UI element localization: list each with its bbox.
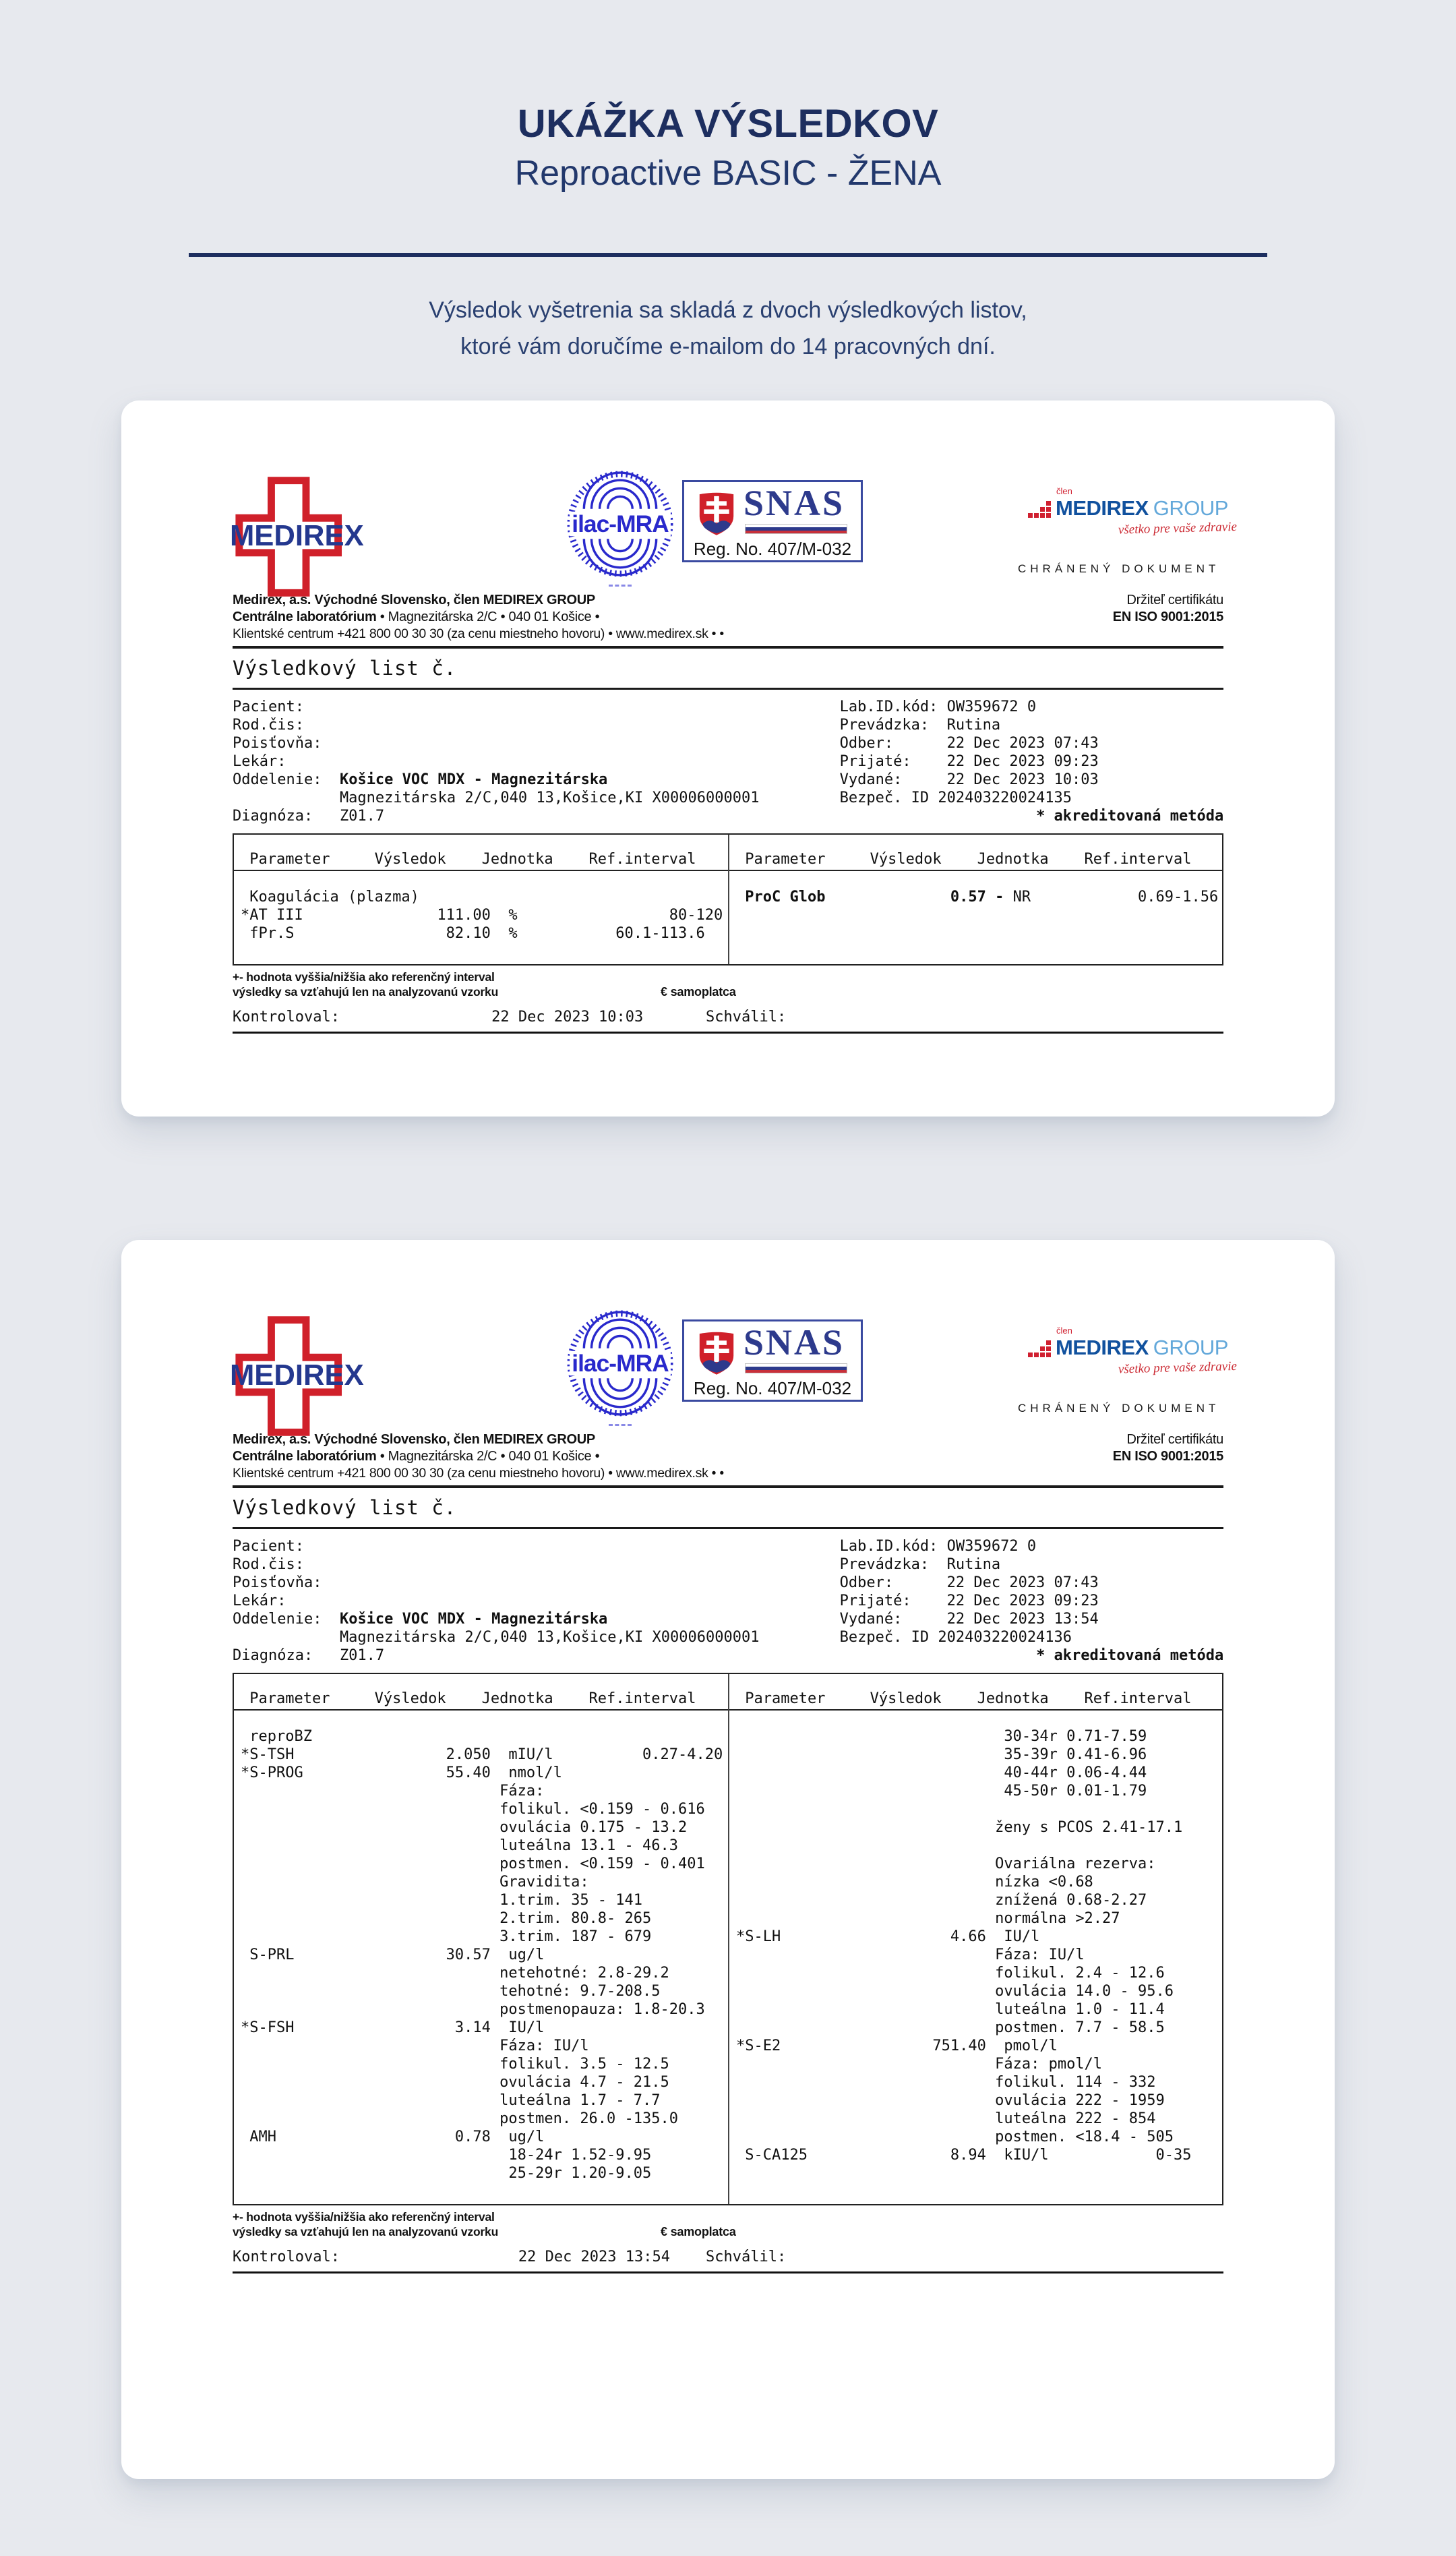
document-title: Výsledkový list č. [233, 1496, 457, 1519]
group-name-group: GROUP [1153, 1336, 1228, 1359]
text-line: *S-LH 4.66 IU/l [736, 1928, 1040, 1945]
intro-line-2: ktoré vám doručíme e-mailom do 14 pracovných dní. [460, 334, 996, 359]
results-table-right [728, 1674, 1222, 2204]
group-dots-icon [1028, 501, 1051, 518]
page-header [0, 0, 1456, 365]
cert-iso-label: EN ISO 9001:2015 [1112, 610, 1223, 624]
ilac-mra-stamp [566, 1309, 675, 1426]
result-letter-1 [121, 400, 1335, 1117]
text-line: 35-39r 0.41-6.96 [736, 1746, 1147, 1763]
text-line [736, 2164, 1222, 2182]
text-line [736, 1800, 1222, 1818]
text-line: *S-E2 751.40 pmol/l [736, 2038, 1058, 2054]
page-subtitle: Reproactive BASIC - ŽENA [514, 154, 942, 193]
intro-text [0, 292, 1456, 365]
text-line: ovulácia 4.7 - 21.5 [241, 2074, 669, 2091]
footnote-line-1: +- hodnota vyššia/nižšia ako referenčný interval [233, 2210, 495, 2224]
group-name-medirex: MEDIREX [1056, 496, 1149, 520]
medirex-logo-text: MEDIREX [229, 1359, 364, 1392]
control-line: Kontroloval: 22 Dec 2023 10:03 Schválil: [233, 1009, 1223, 1034]
patient-info-block [233, 698, 1223, 825]
results-table-left [234, 835, 728, 964]
letterhead-divider [233, 646, 1223, 649]
table-header-left: Parameter Výsledok Jednotka Ref.interval [234, 850, 728, 871]
text-line: ovulácia 222 - 1959 [736, 2092, 1165, 2109]
medirex-logo-text: MEDIREX [229, 519, 364, 552]
protected-doc-label: CHRÁNENÝ DOKUMENT [1018, 1402, 1220, 1415]
text-line: *S-FSH 3.14 IU/l [241, 2019, 545, 2036]
text-line: Gravidita: [241, 1874, 589, 1891]
table-header-left: Parameter Výsledok Jednotka Ref.interval [234, 1689, 728, 1711]
text-line: luteálna 13.1 - 46.3 [241, 1837, 679, 1854]
text-line: Rod.čis: Prevádzka: Rutina [233, 1556, 1001, 1573]
text-line: *S-TSH 2.050 mIU/l 0.27-4.20 [241, 1746, 723, 1763]
text-line: 45-50r 0.01-1.79 [736, 1783, 1147, 1800]
table-body-left [234, 1725, 728, 2189]
snas-badge [682, 1319, 863, 1402]
letterhead-logos [229, 476, 1238, 597]
text-line: folikul. <0.159 - 0.616 [241, 1801, 705, 1818]
text-line: S-CA125 8.94 kIU/l 0-35 [736, 2147, 1192, 2164]
text-line: Oddelenie: Košice VOC MDX - Magnezitárska Vydané: 22 Dec 2023 10:03 [233, 771, 1099, 788]
ilac-mra-text: ilac-MRA [572, 510, 669, 538]
text-line: postmen. <18.4 - 505 [736, 2129, 1174, 2145]
text-line: tehotné: 9.7-208.5 [241, 1983, 661, 2000]
text-line: nízka <0.68 [736, 1874, 1093, 1891]
text-line: luteálna 222 - 854 [736, 2110, 1156, 2127]
snas-reg-no: Reg. No. 407/M-032 [693, 1378, 852, 1398]
text-line: fPr.S 82.10 % 60.1-113.6 [241, 925, 705, 942]
text-line: ovulácia 0.175 - 13.2 [241, 1819, 688, 1836]
control-line: Kontroloval: 22 Dec 2023 13:54 Schválil: [233, 2249, 1223, 2273]
selfpayer-label: € samoplatca [661, 985, 736, 999]
cert-holder-label: Držiteľ certifikátu [1126, 1432, 1223, 1447]
slovak-emblem-icon [698, 1330, 735, 1377]
table-body-right [729, 886, 1222, 949]
medirex-logo [229, 1315, 382, 1437]
text-line: Magnezitárska 2/C,040 13,Košice,KI X00006000001 Bezpeč. ID 202403220024135 [233, 790, 1072, 806]
slovak-flag-stripe [745, 524, 847, 534]
text-line: Magnezitárska 2/C,040 13,Košice,KI X00006000001 Bezpeč. ID 202403220024136 [233, 1629, 1072, 1646]
table-header-right: Parameter Výsledok Jednotka Ref.interval [729, 1689, 1222, 1711]
text-line: znížená 0.68-2.27 [736, 1892, 1147, 1909]
text-line: postmen. 7.7 - 58.5 [736, 2019, 1165, 2036]
text-line: postmen. 26.0 -135.0 [241, 2110, 679, 2127]
medirex-group-logo [1028, 486, 1238, 537]
text-line: folikul. 114 - 332 [736, 2074, 1156, 2091]
ilac-mra-stamp [566, 469, 675, 587]
group-tagline: všetko pre vaše zdravie [1118, 519, 1238, 537]
text-line: normálna >2.27 [736, 1910, 1120, 1927]
document-title-divider [233, 1527, 1223, 1529]
medirex-cross-icon [229, 476, 382, 597]
letterhead-address [233, 1431, 1223, 1482]
text-line: postmen. <0.159 - 0.401 [241, 1855, 705, 1872]
text-line: Rod.čis: Prevádzka: Rutina [233, 717, 1001, 734]
group-name-group: GROUP [1153, 496, 1228, 520]
text-line: 25-29r 1.20-9.05 [241, 2165, 652, 2182]
snas-reg-no: Reg. No. 407/M-032 [693, 539, 852, 559]
company-line: Medirex, a.s. Východné Slovensko, člen MEDIREX GROUP [233, 593, 595, 607]
text-line: 18-24r 1.52-9.95 [241, 2147, 652, 2164]
text-line: Diagnóza: Z01.7 * akreditovaná metóda [233, 1647, 1224, 1664]
results-table [233, 833, 1223, 965]
text-line: S-PRL 30.57 ug/l [241, 1946, 545, 1963]
text-line: ovulácia 14.0 - 95.6 [736, 1983, 1174, 2000]
snas-badge [682, 480, 863, 562]
text-line: Fáza: IU/l [241, 2038, 589, 2054]
text-line: reproBZ [241, 1728, 312, 1745]
text-line: 40-44r 0.06-4.44 [736, 1764, 1147, 1781]
text-line: Koagulácia (plazma) [241, 889, 419, 905]
text-line: 3.trim. 187 - 679 [241, 1928, 652, 1945]
results-table [233, 1673, 1223, 2205]
text-line: AMH 0.78 ug/l [241, 2129, 545, 2145]
text-line: folikul. 2.4 - 12.6 [736, 1965, 1165, 1982]
stamp-marks [609, 1424, 632, 1426]
text-line: Poisťovňa: Odber: 22 Dec 2023 07:43 [233, 1574, 1099, 1591]
group-dots-icon [1028, 1340, 1051, 1357]
footnotes [233, 2209, 1223, 2239]
group-name-medirex: MEDIREX [1056, 1336, 1149, 1359]
footnote-line-1: +- hodnota vyššia/nižšia ako referenčný interval [233, 970, 495, 984]
text-line: Ovariálna rezerva: [736, 1855, 1156, 1872]
text-line: Pacient: Lab.ID.kód: OW359672 0 [233, 699, 1037, 715]
text-line: Diagnóza: Z01.7 * akreditovaná metóda [233, 808, 1224, 825]
contact-line: Klientské centrum +421 800 00 30 30 (za cenu miestneho hovoru) • www.medirex.sk • • [233, 1466, 724, 1481]
text-line: Lekár: Prijaté: 22 Dec 2023 09:23 [233, 1593, 1099, 1609]
snas-wordmark: SNAS [744, 483, 845, 523]
text-line: *S-PROG 55.40 nmol/l [241, 1764, 562, 1781]
text-line: luteálna 1.7 - 7.7 [241, 2092, 661, 2109]
letterhead-divider [233, 1485, 1223, 1488]
group-clen-label: člen [1056, 486, 1072, 496]
document-title-divider [233, 688, 1223, 690]
text-line: Lekár: Prijaté: 22 Dec 2023 09:23 [233, 753, 1099, 770]
text-line: 30-34r 0.71-7.59 [736, 1728, 1147, 1745]
letterhead-address [233, 592, 1223, 643]
lab-address-line: Centrálne laboratórium • Magnezitárska 2/C • 040 01 Košice • [233, 610, 600, 624]
text-line: 2.trim. 80.8- 265 [241, 1910, 652, 1927]
text-line: folikul. 3.5 - 12.5 [241, 2056, 669, 2073]
ilac-mra-text: ilac-MRA [572, 1350, 669, 1377]
medirex-group-logo [1028, 1326, 1238, 1377]
results-table-left [234, 1674, 728, 2204]
document-title: Výsledkový list č. [233, 657, 457, 680]
selfpayer-label: € samoplatca [661, 2225, 736, 2238]
text-line: postmenopauza: 1.8-20.3 [241, 2001, 705, 2018]
protected-doc-label: CHRÁNENÝ DOKUMENT [1018, 562, 1220, 575]
stamp-marks [609, 585, 632, 587]
cert-holder-label: Držiteľ certifikátu [1126, 593, 1223, 607]
footnotes [233, 970, 1223, 999]
text-line: *AT III 111.00 % 80-120 [241, 907, 723, 924]
ilac-mra-stamp-icon [566, 469, 675, 578]
medirex-logo [229, 476, 382, 597]
lab-address-line: Centrálne laboratórium • Magnezitárska 2/C • 040 01 Košice • [233, 1449, 600, 1464]
cert-iso-label: EN ISO 9001:2015 [1112, 1449, 1223, 1464]
result-cards [0, 400, 1456, 2479]
table-body-right [729, 1725, 1222, 2189]
result-letter-2 [121, 1240, 1335, 2479]
group-tagline: všetko pre vaše zdravie [1118, 1359, 1238, 1377]
text-line: Oddelenie: Košice VOC MDX - Magnezitárska Vydané: 22 Dec 2023 13:54 [233, 1611, 1099, 1628]
text-line: Fáza: [241, 1783, 545, 1800]
footnote-line-2: výsledky sa vzťahujú len na analyzovanú vzorku € samoplatca [233, 2225, 736, 2238]
letterhead-logos [229, 1315, 1238, 1437]
medirex-cross-icon [229, 1315, 382, 1437]
text-line: 1.trim. 35 - 141 [241, 1892, 643, 1909]
text-line: Pacient: Lab.ID.kód: OW359672 0 [233, 1538, 1037, 1555]
text-line: Poisťovňa: Odber: 22 Dec 2023 07:43 [233, 735, 1099, 752]
table-header-right: Parameter Výsledok Jednotka Ref.interval [729, 850, 1222, 871]
text-line: ženy s PCOS 2.41-17.1 [736, 1819, 1183, 1836]
slovak-flag-stripe [745, 1363, 847, 1373]
ilac-mra-stamp-icon [566, 1309, 675, 1418]
text-line [736, 1837, 1222, 1855]
footnote-line-2: výsledky sa vzťahujú len na analyzovanú vzorku € samoplatca [233, 985, 736, 999]
page-title: UKÁŽKA VÝSLEDKOV [517, 102, 939, 146]
title-divider [189, 253, 1267, 257]
contact-line: Klientské centrum +421 800 00 30 30 (za cenu miestneho hovoru) • www.medirex.sk • • [233, 626, 724, 641]
text-line [736, 906, 1222, 924]
patient-info-block [233, 1537, 1223, 1665]
text-line: luteálna 1.0 - 11.4 [736, 2001, 1165, 2018]
table-body-left [234, 886, 728, 949]
text-line: Fáza: pmol/l [736, 2056, 1103, 2073]
group-clen-label: člen [1056, 1326, 1072, 1336]
text-line [736, 924, 1222, 943]
company-line: Medirex, a.s. Východné Slovensko, člen MEDIREX GROUP [233, 1432, 595, 1447]
text-line: netehotné: 2.8-29.2 [241, 1965, 669, 1982]
slovak-emblem-icon [698, 490, 735, 537]
text-line: ProC Glob 0.57 - NR 0.69-1.56 [736, 889, 1219, 905]
snas-wordmark: SNAS [744, 1322, 845, 1363]
results-table-right [728, 835, 1222, 964]
intro-line-1: Výsledok vyšetrenia sa skladá z dvoch výsledkových listov, [429, 297, 1027, 323]
text-line: Fáza: IU/l [736, 1946, 1085, 1963]
